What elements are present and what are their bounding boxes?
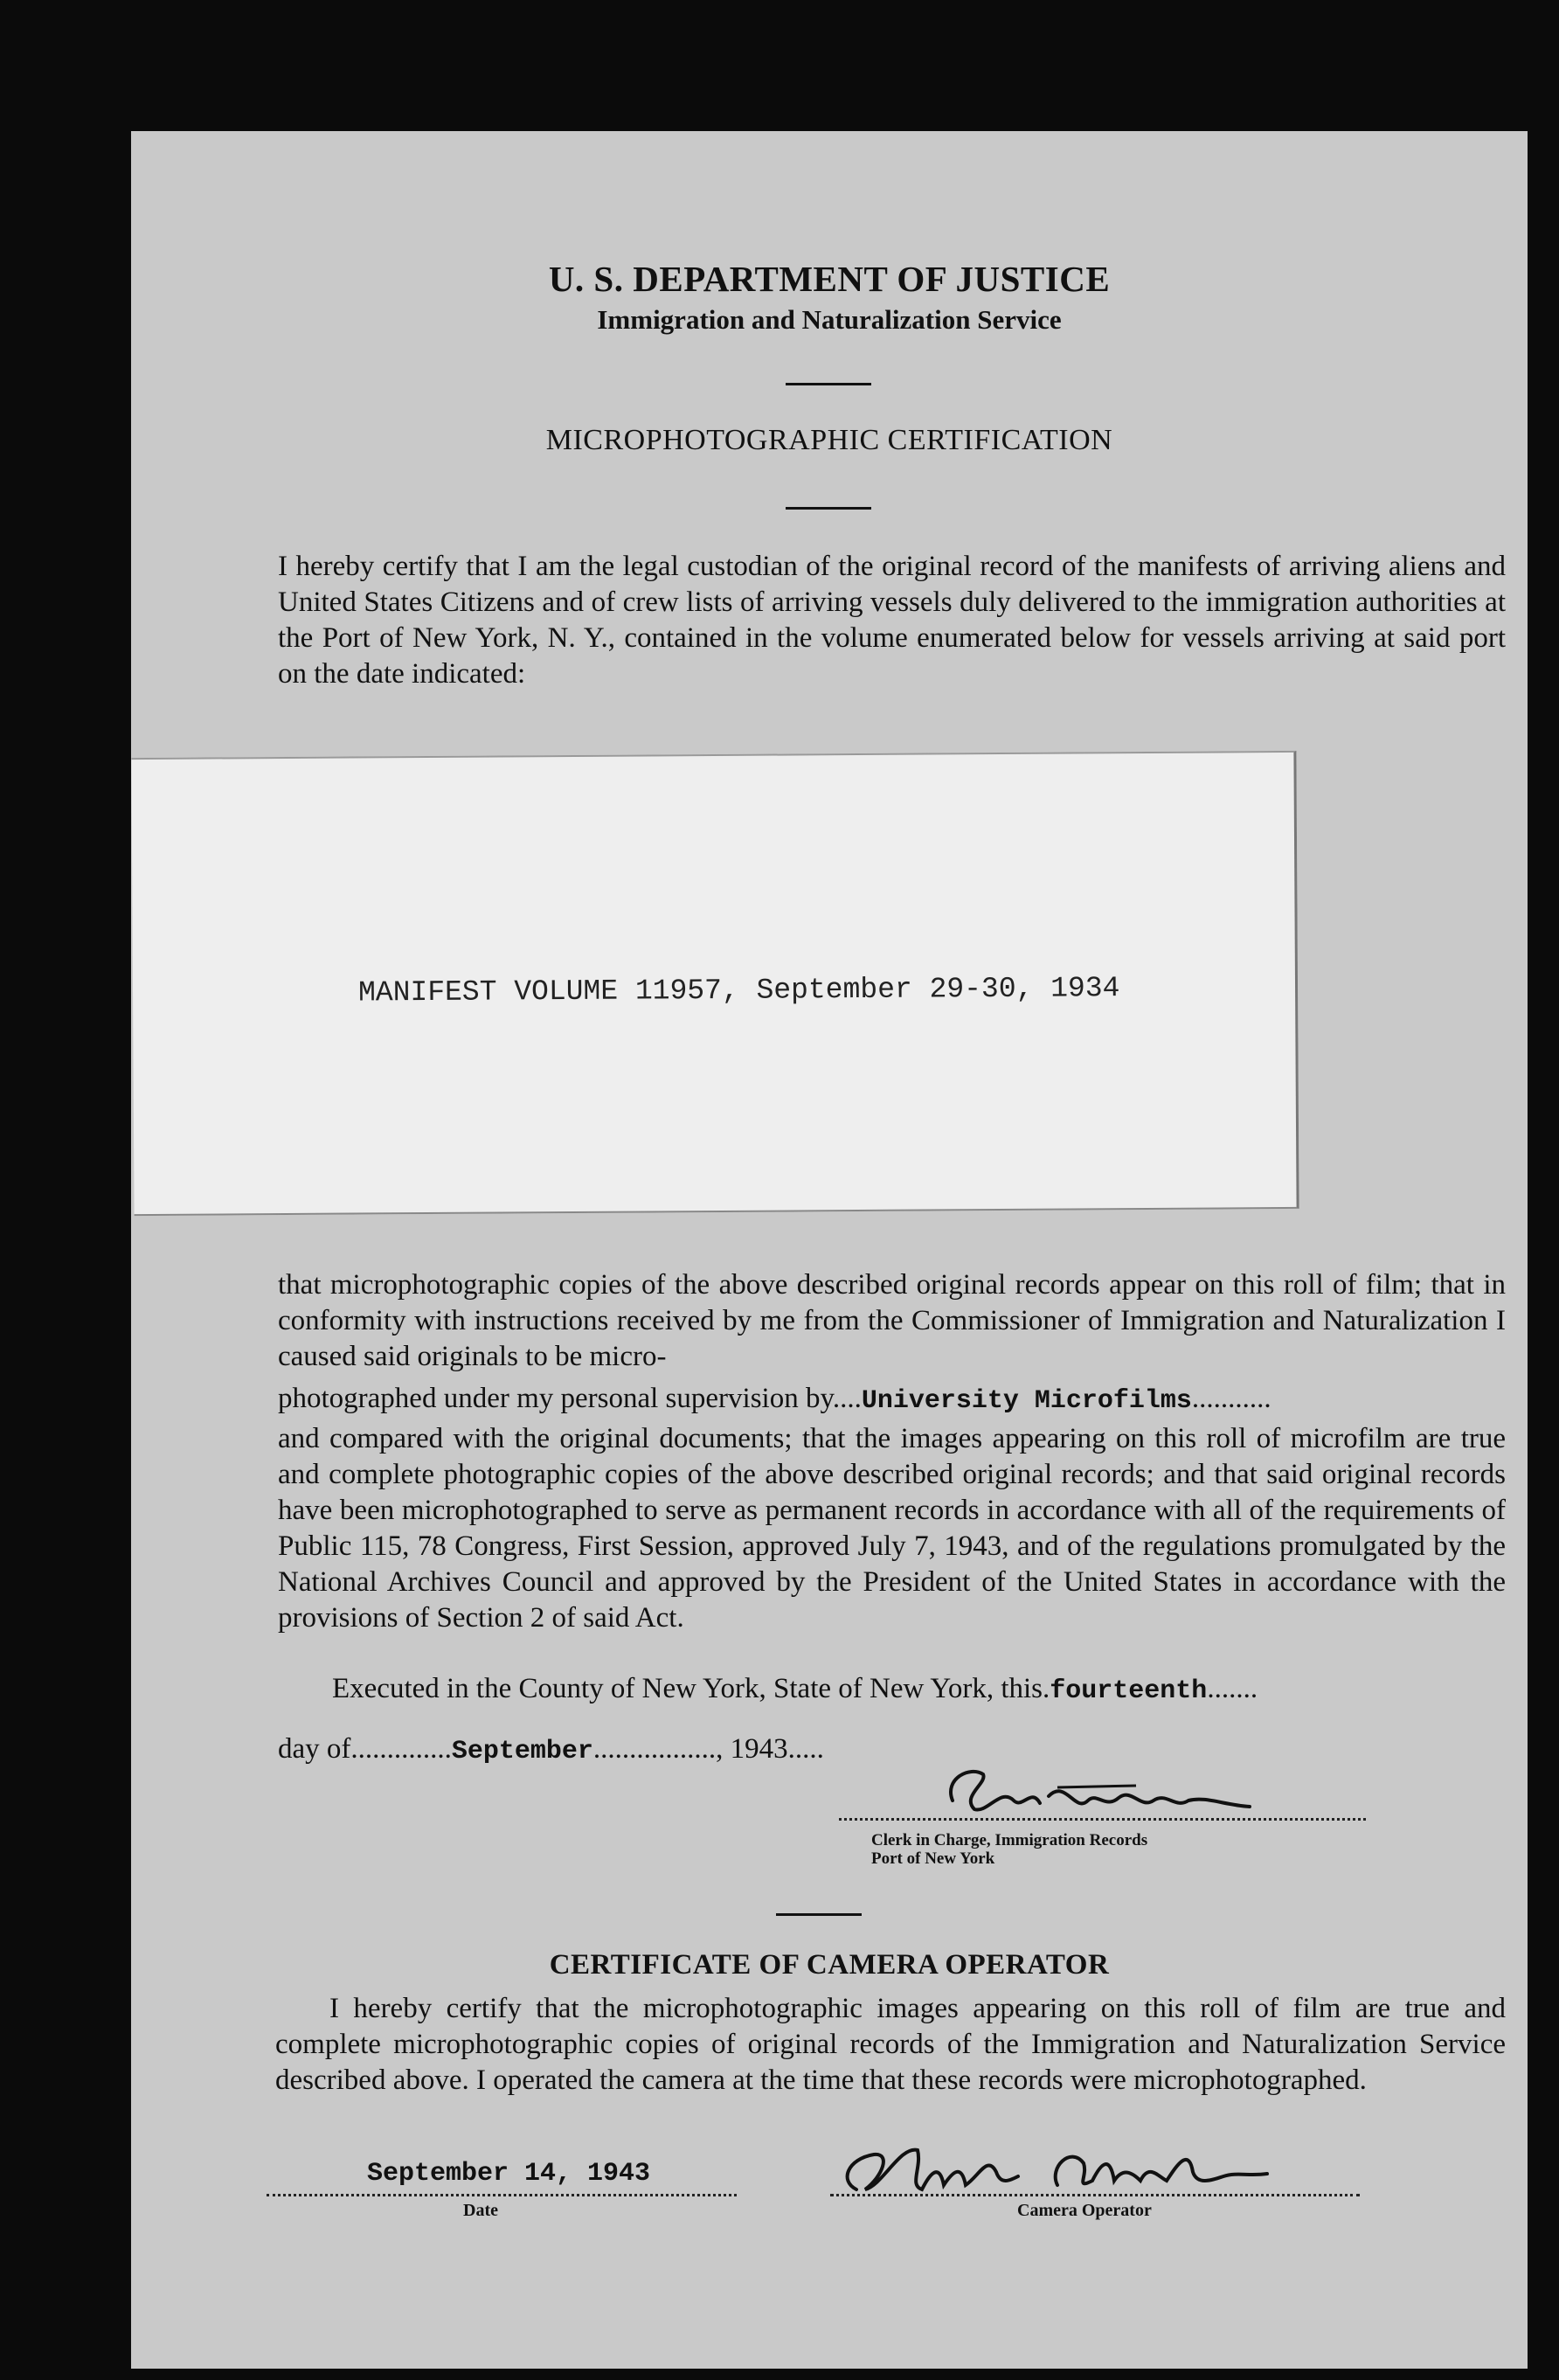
camera-operator-label: Camera Operator	[1017, 2201, 1152, 2220]
document-sheet	[131, 131, 1528, 2369]
operator-paragraph: I hereby certify that the microphotographic images appearing on this roll of film are true and complete microphotographic copies of original records of the Immigration and Naturalization Service described above. I operated the camera at the time that these records were microphotographed.	[275, 1993, 1506, 2096]
operator-signature	[821, 2137, 1276, 2207]
executed-year: , 1943	[716, 1733, 788, 1765]
executed-line: Executed in the County of New York, State of New York, this.fourteenth.......	[332, 1673, 1258, 1706]
supervision-by-value: University Microfilms	[861, 1386, 1192, 1416]
date-line	[267, 2194, 737, 2196]
supervision-line: photographed under my personal supervision by....University Microfilms...........	[278, 1383, 1271, 1416]
day-of-label: day of	[278, 1733, 351, 1765]
day-of-line: day of..............September................., 1943.....	[278, 1733, 824, 1766]
executed-prefix: Executed in the County of New York, State of New York, this	[332, 1673, 1043, 1704]
divider-rule	[786, 383, 871, 385]
divider-rule	[776, 1913, 862, 1916]
clerk-title-line-1: Clerk in Charge, Immigration Records	[871, 1831, 1148, 1849]
clerk-title-line-2: Port of New York	[871, 1849, 995, 1868]
department-heading: U. S. DEPARTMENT OF JUSTICE	[548, 259, 1111, 299]
manifest-volume-text: MANIFEST VOLUME 11957, September 29-30, 1934	[357, 972, 1120, 1010]
certification-title: MICROPHOTOGRAPHIC CERTIFICATION	[545, 424, 1113, 456]
operator-certificate-title: CERTIFICATE OF CAMERA OPERATOR	[549, 1949, 1110, 1981]
manifest-slip	[131, 751, 1299, 1216]
body-paragraph-2: and compared with the original documents; that the images appearing on this roll of microfilm are true and complete photographic copies of the above described original records; and that said original records have been microphotographed to serve as permanent records in accordance with all of the requirements of Public 115, 78 Congress, First Session, approved July 7, 1943, and of the regulations promulgated by the National Archives Council and approved by the President of the United States in accordance with the provisions of Section 2 of said Act.	[278, 1423, 1506, 1634]
executed-month-value: September	[451, 1737, 593, 1766]
clerk-signature	[935, 1761, 1285, 1827]
date-label: Date	[463, 2201, 498, 2220]
service-subheading: Immigration and Naturalization Service	[597, 304, 1062, 335]
supervision-prefix: photographed under my personal supervision by	[278, 1383, 833, 1414]
body-paragraph-1: that microphotographic copies of the above described original records appear on this roll of film; that in conformity with instructions received by me from the Commissioner of Immigration and Naturalization I caused said originals to be micro-	[278, 1269, 1506, 1372]
intro-paragraph: I hereby certify that I am the legal custodian of the original record of the manifests of arriving aliens and United States Citizens and of crew lists of arriving vessels duly delivered to the immigration authorities at the Port of New York, N. Y., contained in the volume enumerated below for vessels arriving at said port on the date indicated:	[278, 551, 1506, 690]
executed-day-value: fourteenth	[1050, 1676, 1208, 1706]
operator-date-value: September 14, 1943	[367, 2159, 651, 2189]
divider-rule	[786, 507, 871, 510]
